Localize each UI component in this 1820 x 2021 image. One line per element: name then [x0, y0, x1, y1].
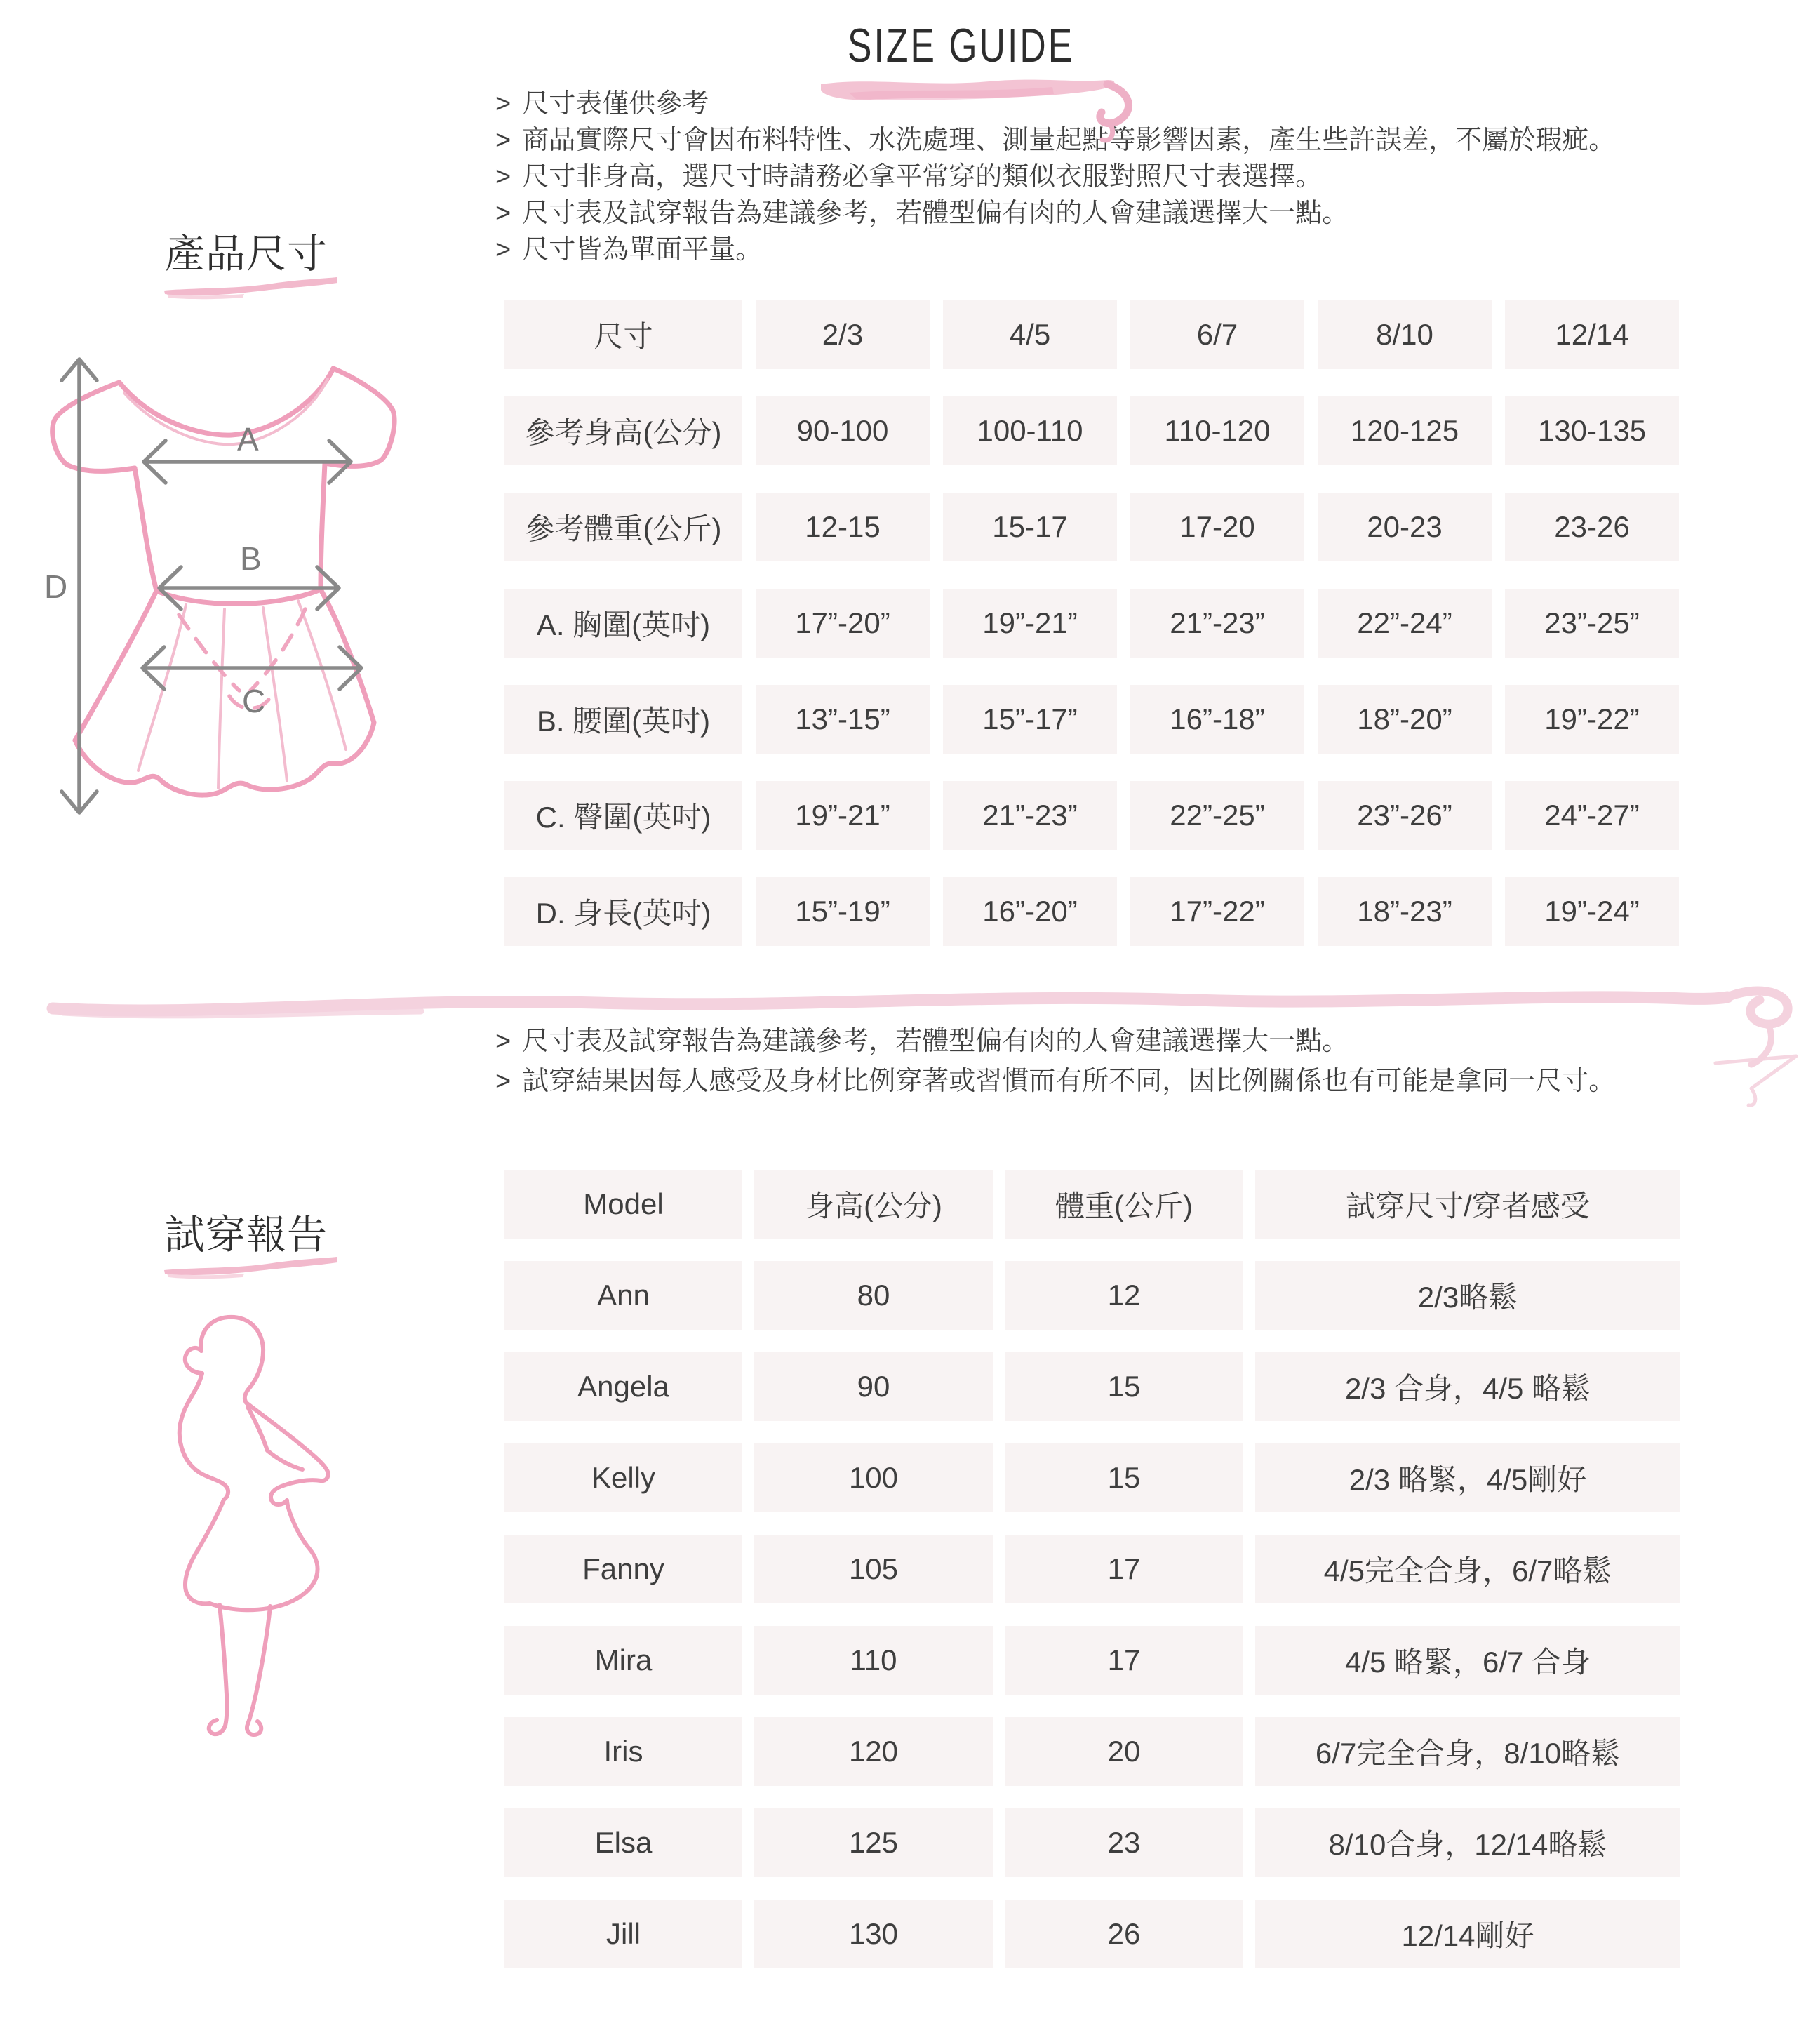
size-table-cell: 15”-19”	[756, 877, 930, 946]
size-table-row-label: 參考身高(公分)	[504, 396, 742, 465]
fitting-table-cell: 125	[754, 1808, 993, 1877]
dress-pleat	[263, 608, 287, 781]
note-text: 尺寸表及試穿報告為建議參考，若體型偏有肉的人會建議選擇大一點。	[522, 1027, 1349, 1056]
fitting-table-cell: 23	[1005, 1808, 1243, 1877]
note-bullet: >	[495, 162, 511, 192]
size-table-cell: 21”-23”	[1130, 589, 1304, 658]
size-table-cell: 22”-25”	[1130, 781, 1304, 850]
fitting-table	[504, 1170, 1680, 1968]
size-table-header-cell: 4/5	[943, 300, 1117, 369]
size-table-cell: 19”-21”	[943, 589, 1117, 658]
section-heading-fitting-report: 試穿報告	[165, 1213, 328, 1258]
measure-arrow-c	[142, 647, 361, 719]
note-bullet: >	[495, 89, 511, 119]
note-text: 試穿結果因每人感受及身材比例穿著或習慣而有所不同，因比例關係也有可能是拿同一尺寸。	[522, 1067, 1616, 1096]
fitting-table-cell: 26	[1005, 1900, 1243, 1968]
note-text: 尺寸表及試穿報告為建議參考，若體型偏有肉的人會建議選擇大一點。	[522, 199, 1349, 228]
size-table-cell: 19”-22”	[1505, 685, 1679, 754]
size-table-cell: 16”-20”	[943, 877, 1117, 946]
dress-measurement-diagram	[39, 330, 417, 821]
page-title: SIZE GUIDE	[848, 19, 1075, 72]
size-table-cell: 17”-22”	[1130, 877, 1304, 946]
note-bullet: >	[495, 126, 511, 155]
measure-label-c: C	[242, 683, 266, 719]
note-line	[495, 1022, 1615, 1062]
size-table-header-cell: 尺寸	[504, 300, 742, 369]
fitting-table-cell: 15	[1005, 1352, 1243, 1421]
size-table-cell: 23-26	[1505, 493, 1679, 561]
size-table-cell: 13”-15”	[756, 685, 930, 754]
fitting-table-cell: 20	[1005, 1717, 1243, 1786]
fitting-table-cell: Kelly	[504, 1443, 742, 1512]
dress-left-sleeve	[53, 382, 135, 471]
fitting-table-cell: 105	[754, 1535, 993, 1603]
size-table-cell: 18”-20”	[1318, 685, 1492, 754]
size-table	[504, 300, 1679, 946]
size-table-row-label: B. 腰圍(英吋)	[504, 685, 742, 754]
size-table-cell: 120-125	[1318, 396, 1492, 465]
size-table-cell: 24”-27”	[1505, 781, 1679, 850]
fitting-table-cell: 130	[754, 1900, 993, 1968]
fitting-table-cell: Jill	[504, 1900, 742, 1968]
dress-waistline	[156, 589, 321, 604]
size-table-row-label: A. 胸圍(英吋)	[504, 589, 742, 658]
size-table-cell: 15”-17”	[943, 685, 1117, 754]
fitting-table-cell: 2/3 合身，4/5 略鬆	[1255, 1352, 1680, 1421]
fitting-table-cell: 110	[754, 1626, 993, 1695]
fitting-table-cell: Iris	[504, 1717, 742, 1786]
size-table-cell: 23”-26”	[1318, 781, 1492, 850]
size-table-cell: 20-23	[1318, 493, 1492, 561]
fitting-table-cell: 6/7完全合身，8/10略鬆	[1255, 1717, 1680, 1786]
fitting-table-cell: Fanny	[504, 1535, 742, 1603]
dress-hem	[75, 723, 374, 795]
fitting-table-cell: 100	[754, 1443, 993, 1512]
size-table-cell: 18”-23”	[1318, 877, 1492, 946]
fitting-table-cell: 17	[1005, 1535, 1243, 1603]
note-text: 尺寸非身高，選尺寸時請務必拿平常穿的類似衣服對照尺寸表選擇。	[522, 162, 1323, 192]
size-table-cell: 90-100	[756, 396, 930, 465]
fitting-table-cell: 2/3 略緊，4/5剛好	[1255, 1443, 1680, 1512]
note-bullet: >	[495, 1067, 511, 1096]
size-table-cell: 19”-21”	[756, 781, 930, 850]
size-table-row-label: 參考體重(公斤)	[504, 493, 742, 561]
size-table-cell: 110-120	[1130, 396, 1304, 465]
fitting-table-cell: Angela	[504, 1352, 742, 1421]
fitting-table-cell: 15	[1005, 1443, 1243, 1512]
size-table-cell: 17”-20”	[756, 589, 930, 658]
note-line	[495, 1062, 1615, 1102]
fitting-table-header-cell: 身高(公分)	[754, 1170, 993, 1239]
size-table-cell: 100-110	[943, 396, 1117, 465]
fitting-table-cell: 8/10合身，12/14略鬆	[1255, 1808, 1680, 1877]
fitting-table-cell: Ann	[504, 1261, 742, 1330]
measure-label-d: D	[44, 568, 68, 605]
size-table-cell: 130-135	[1505, 396, 1679, 465]
fitting-table-header-cell: Model	[504, 1170, 742, 1239]
measure-label-a: A	[237, 421, 259, 458]
size-table-row-label: C. 臀圍(英吋)	[504, 781, 742, 850]
size-table-row-label: D. 身長(英吋)	[504, 877, 742, 946]
note-line	[495, 195, 1615, 232]
fitting-notes	[495, 1022, 1615, 1102]
dress-dashed-seam	[179, 615, 239, 691]
note-line	[495, 159, 1615, 195]
size-table-cell: 22”-24”	[1318, 589, 1492, 658]
size-table-cell: 12-15	[756, 493, 930, 561]
fitting-table-header-cell: 試穿尺寸/穿者感受	[1255, 1170, 1680, 1239]
dress-pleat	[218, 609, 225, 788]
fitting-table-cell: 120	[754, 1717, 993, 1786]
size-table-header-cell: 12/14	[1505, 300, 1679, 369]
note-text: 尺寸表僅供參考	[522, 89, 709, 119]
fitting-table-cell: 90	[754, 1352, 993, 1421]
note-text: 商品實際尺寸會因布料特性、水洗處理、測量起點等影響因素，產生些許誤差，不屬於瑕疵。	[522, 126, 1616, 155]
note-line	[495, 232, 1615, 268]
dress-dashed-seam	[250, 609, 305, 691]
fitting-table-cell: 4/5完全合身，6/7略鬆	[1255, 1535, 1680, 1603]
girl-silhouette	[158, 1288, 368, 1744]
dress-left-side	[135, 468, 156, 591]
fitting-table-cell: Elsa	[504, 1808, 742, 1877]
size-table-cell: 17-20	[1130, 493, 1304, 561]
size-table-header-cell: 6/7	[1130, 300, 1304, 369]
size-table-cell: 19”-24”	[1505, 877, 1679, 946]
measure-label-b: B	[240, 540, 262, 577]
size-table-cell: 16”-18”	[1130, 685, 1304, 754]
size-table-cell: 21”-23”	[943, 781, 1117, 850]
size-table-cell: 15-17	[943, 493, 1117, 561]
note-bullet: >	[495, 199, 511, 228]
fitting-table-cell: 4/5 略緊，6/7 合身	[1255, 1626, 1680, 1695]
note-bullet: >	[495, 235, 511, 265]
fitting-table-cell: 80	[754, 1261, 993, 1330]
note-bullet: >	[495, 1027, 511, 1056]
section-heading-product-size: 產品尺寸	[165, 232, 328, 276]
fitting-table-cell: 12	[1005, 1261, 1243, 1330]
size-table-cell: 23”-25”	[1505, 589, 1679, 658]
fitting-table-cell: Mira	[504, 1626, 742, 1695]
dress-neckline	[119, 368, 333, 435]
size-table-header-cell: 8/10	[1318, 300, 1492, 369]
fitting-table-cell: 17	[1005, 1626, 1243, 1695]
fitting-table-cell: 12/14剛好	[1255, 1900, 1680, 1968]
note-text: 尺寸皆為單面平量。	[522, 235, 763, 265]
fitting-table-cell: 2/3略鬆	[1255, 1261, 1680, 1330]
dress-right-sleeve	[325, 368, 394, 466]
fitting-table-header-cell: 體重(公斤)	[1005, 1170, 1243, 1239]
size-table-header-cell: 2/3	[756, 300, 930, 369]
